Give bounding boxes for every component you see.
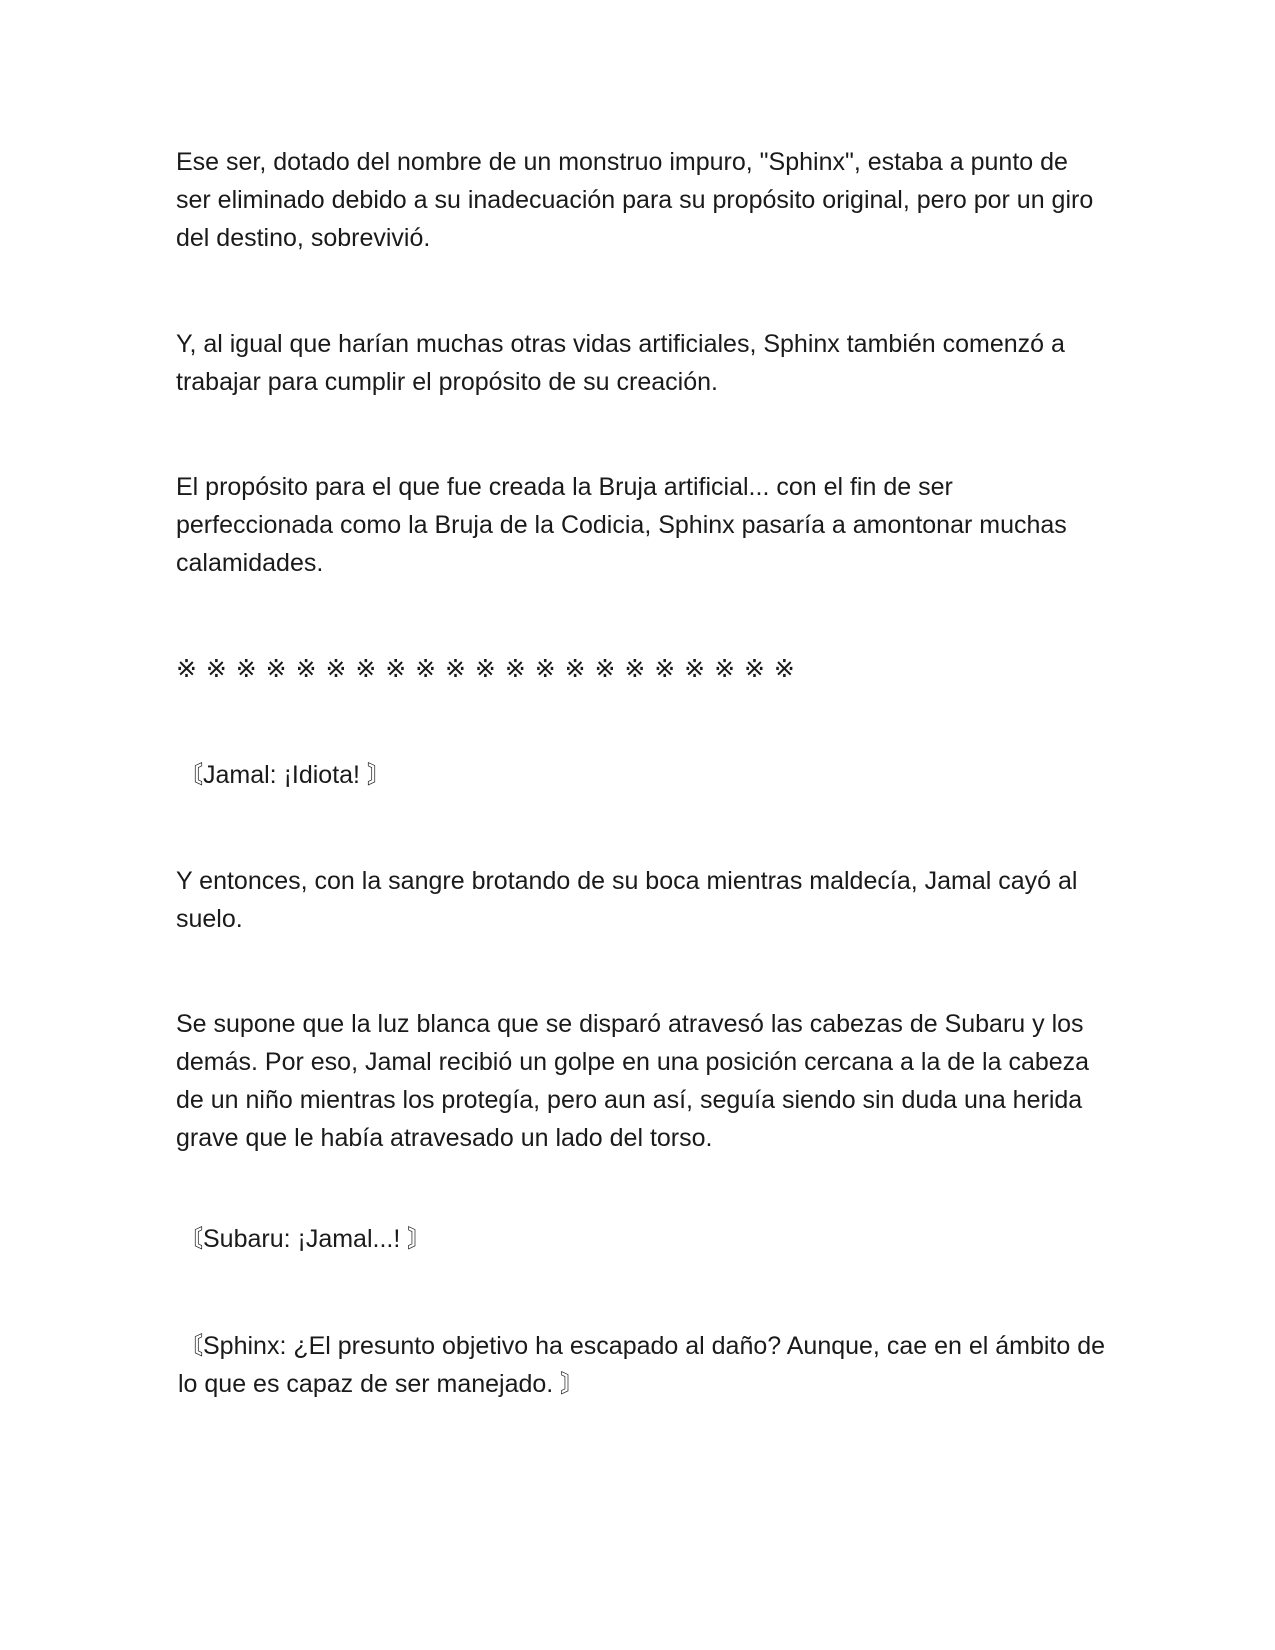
paragraph-artificial-witch: El propósito para el que fue creada la Bruja artificial... con el fin de ser perfeccionada como la Bruja de la Codicia, Sphinx pasaría a amontonar muchas calamidades. xyxy=(176,473,1067,577)
paragraph-white-light: Se supone que la luz blanca que se disparó atravesó las cabezas de Subaru y los demás. Por eso, Jamal recibió un golpe en una posición cercana a la de la cabeza de un niño mientras los protegía, pero aun así, seguía siendo sin duda una herida grave que le había atravesado un lado del torso. xyxy=(176,1010,1090,1152)
dialogue-sphinx: 〘Sphinx: ¿El presunto objetivo ha escapado al daño? Aunque, cae en el ámbito de lo que es capaz de ser manejado. 〙 xyxy=(178,1332,1106,1398)
paragraph-sphinx-purpose: Y, al igual que harían muchas otras vidas artificiales, Sphinx también comenzó a trabajar para cumplir el propósito de su creación. xyxy=(176,330,1065,396)
paragraph-jamal-falls: Y entonces, con la sangre brotando de su boca mientras maldecía, Jamal cayó al suelo. xyxy=(176,867,1078,933)
scene-break-divider: ※ ※ ※ ※ ※ ※ ※ ※ ※ ※ ※ ※ ※ ※ ※ ※ ※ ※ ※ ※ ※ xyxy=(176,655,796,683)
dialogue-subaru: 〘Subaru: ¡Jamal...! 〙 xyxy=(178,1225,433,1253)
paragraph-sphinx-origin: Ese ser, dotado del nombre de un monstruo impuro, "Sphinx", estaba a punto de ser eliminado debido a su inadecuación para su propósito original, pero por un giro del destino, sobrevivió. xyxy=(176,148,1094,252)
dialogue-jamal: 〘Jamal: ¡Idiota! 〙 xyxy=(178,761,392,789)
